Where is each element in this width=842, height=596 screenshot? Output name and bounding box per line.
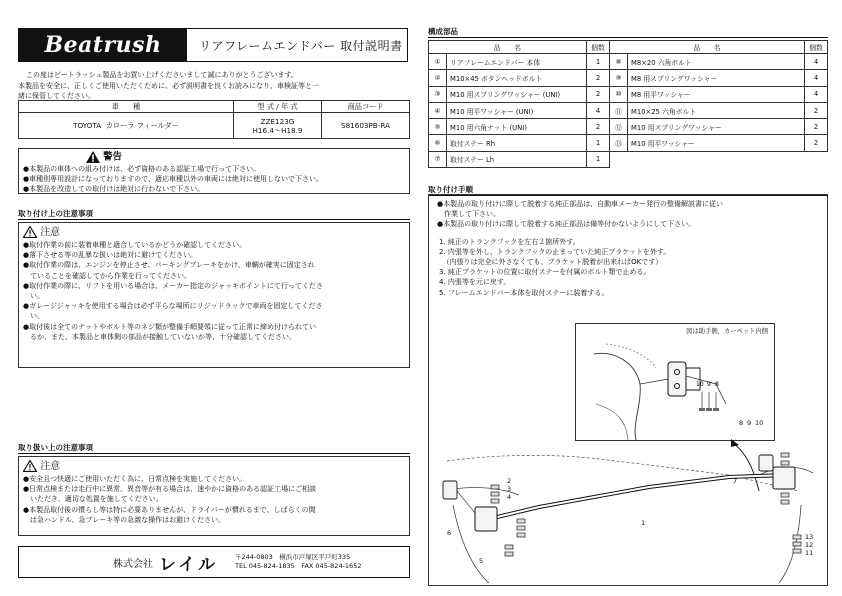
list-item: は急ハンドル、急ブレーキ等の急激な操作はお避けください。 <box>23 515 226 524</box>
drawing-label-8: 8 <box>739 419 744 427</box>
parts-qty-header: 個数 <box>587 41 610 54</box>
type-year-cell: ZZE123G H16.4～H18.9 <box>234 113 322 139</box>
list-item: （内張りは完全に外さなくても、ブラケット脱着が出来ればOKです） <box>439 258 663 267</box>
drawing-label-2: 2 <box>507 477 512 485</box>
drawing-label-6: 6 <box>447 529 452 537</box>
list-item: ●安全且つ快適にご使用いただく為に、日常点検を実施してください。 <box>23 475 247 483</box>
procedure-heading: 取り付け手順 <box>428 184 828 196</box>
list-item: ●落下させる等の乱暴な扱いは絶対に避けてください。 <box>23 251 198 260</box>
list-item: 1. 純正のトランクフックを左右２箇所外す。 <box>439 237 580 246</box>
warning-icon <box>86 151 100 163</box>
intro-text: この度はビートラッシュ製品をお買い上げくださいまして誠にありがとうございます。 本製品を安全に、正しくご使用いただくために、必ず説明書を良くお読みになり、車検証等と一 緒に保管してください。 <box>18 71 319 100</box>
warning-box <box>18 148 410 194</box>
table-row: ⑥ 取付ステー Rh 1 ⑬ M10 用平ワッシャー 2 <box>429 135 828 151</box>
list-item: ●本製品の車体への組み付けは、必ず資格のある認証工場で行って下さい。 <box>23 164 261 173</box>
document-header <box>18 28 408 62</box>
caution-title-row <box>23 460 405 473</box>
drawing-label-13: 13 <box>805 533 814 541</box>
drawing-label-7: 7 <box>733 477 738 485</box>
table-row: ⑦ 取付ステー Lh 1 <box>429 151 828 167</box>
parts-table <box>428 40 828 168</box>
procedure-notes <box>429 195 827 230</box>
procedure-steps <box>429 230 827 298</box>
figure-note: 図は助手側，カーペット内側 <box>686 328 768 335</box>
table-row: ⑤ M10 用六角ナット (UNI) 2 ⑫ M10 用スプリングワッシャー 2 <box>429 119 828 135</box>
document-title: リアフレームエンドバー 取付説明書 <box>199 38 403 53</box>
detail-label-8: 8 <box>715 381 719 388</box>
caution-title: 注意 <box>40 227 61 238</box>
list-item: ●取付作業の際に、リフトを用いる場合は、メーカー指定のジャッキポイントにて行ってくださ <box>23 281 323 290</box>
list-item: ●取付後は全てのナットやボルト等のネジ類が整備手順要領に従って正常に締め付けられてい <box>23 322 316 331</box>
list-item: 作業して下さい。 <box>437 210 500 219</box>
table-row: ① リアフレームエンドバー 本体 1 ⑧ M8×20 六角ボルト 4 <box>429 54 828 70</box>
parts-name-header: 品 名 <box>429 41 587 54</box>
caution-title-row <box>23 226 405 239</box>
type-year-header: 型 式 / 年 式 <box>234 101 322 113</box>
list-item: ●本製品を改造しての取付けは絶対に行わないで下さい。 <box>23 184 205 193</box>
warning-list <box>23 164 405 195</box>
list-item: 3. 純正ブラケットの位置に取付ステーを付属のボルト類で止める。 <box>439 268 651 277</box>
list-item: 2. 内張等を外し、トランクフックの止まっていた純正ブラケットを外す。 <box>439 247 671 256</box>
detail-label-9: 9 <box>707 381 711 388</box>
warning-title-row <box>0 151 405 164</box>
caution-title: 注意 <box>40 461 61 472</box>
handling-caution-box <box>18 456 410 536</box>
vehicle-table <box>18 100 410 139</box>
product-code-header: 商品コード <box>322 101 410 113</box>
install-caution-list <box>23 240 405 342</box>
list-item: ●日常点検または走行中に異常、異音等が有る場合は、速やかに資格のある認証工場にご相談 <box>23 485 317 494</box>
parts-name-header-2: 品 名 <box>610 41 805 54</box>
table-row: ② M10×45 ボタンヘッドボルト 2 ⑨ M8 用スプリングワッシャー 4 <box>429 70 828 86</box>
table-row: ③ M10 用スプリングワッシャー (UNI) 2 ⑩ M8 用平ワッシャー 4 <box>429 86 828 102</box>
drawing-label-5: 5 <box>479 557 484 565</box>
drawing-label-3: 3 <box>507 485 512 493</box>
company-contact: 〒244-0803 横浜市戸塚区平戸町335 TEL 045-824-1835 FAX 045-824-1652 <box>235 553 362 570</box>
drawing-label-4: 4 <box>507 493 512 501</box>
list-item: い。 <box>23 312 44 321</box>
drawing-label-11: 11 <box>805 549 814 557</box>
company-footer <box>18 546 410 578</box>
procedure-box <box>428 194 828 586</box>
vehicle-cell: TOYOTA カローラ フィールダー <box>19 113 234 139</box>
list-item: ●車種別専用設計になっておりますので、適応車種以外の車両には絶対に使用しないで下さい。 <box>23 174 323 183</box>
product-code-cell: S81603PB-RA <box>322 113 410 139</box>
vehicle-header: 車 種 <box>19 101 234 113</box>
company-prefix: 株式会社 <box>113 558 153 570</box>
install-caution-heading: 取り付け上の注意事項 <box>18 208 410 220</box>
handling-caution-heading: 取り扱い上の注意事項 <box>18 442 410 454</box>
drawing-label-9: 9 <box>747 419 752 427</box>
caution-icon <box>23 226 37 238</box>
parts-qty-header-2: 個数 <box>805 41 828 54</box>
list-item: 4. 内張等を元に戻す。 <box>439 278 511 287</box>
list-item: 5. フレームエンドバー本体を取付ステーに装着する。 <box>439 288 609 297</box>
company-name: レイル <box>159 554 219 575</box>
brand-logo: Beatrush <box>19 29 187 61</box>
list-item: ●取付作業の際は、エンジンを停止させ、パーキングブレーキをかけ、車輌が確実に固定され <box>23 261 315 270</box>
list-item: るか、また、本製品と車体側の部品が接触していないか等、十分確認してください。 <box>23 332 296 341</box>
list-item: いただき、適切な処置を施してください。 <box>23 495 163 504</box>
warning-title: 警告 <box>103 151 123 163</box>
handling-caution-list <box>23 474 405 525</box>
list-item: ていることを確認してから作業を行ってください。 <box>23 271 191 280</box>
detail-label-10: 10 <box>696 381 704 388</box>
list-item: い。 <box>23 292 44 301</box>
drawing-label-12: 12 <box>805 541 814 549</box>
caution-icon <box>23 460 37 472</box>
list-item: ●本製品の取り付けに際して脱着する純正部品は備等付かないようにして下さい。 <box>437 220 696 229</box>
table-row: ④ M10 用平ワッシャー (UNI) 4 ⑪ M10×25 六角ボルト 2 <box>429 102 828 118</box>
drawing-label-1: 1 <box>641 519 646 527</box>
list-item: ●本製品の取り付けに際して脱着する純正部品は、自動車メーカー発行の整備解説書に従い <box>437 200 723 208</box>
installation-drawing <box>429 395 829 585</box>
list-item: ●取付作業の前に装着車種と適合しているかどうか確認してください。 <box>23 241 247 249</box>
drawing-label-10: 10 <box>755 419 764 427</box>
list-item: ●ガレージジャッキを使用する場合は必ず平らな場所にリジッドラックで車両を固定してくださ <box>23 302 323 311</box>
parts-heading: 構成部品 <box>428 26 828 38</box>
install-caution-box <box>18 222 410 368</box>
list-item: ●本製品取付後の慣らし等は特に必要ありませんが、ドライバーが慣れるまで、しばらくの間 <box>23 505 316 514</box>
